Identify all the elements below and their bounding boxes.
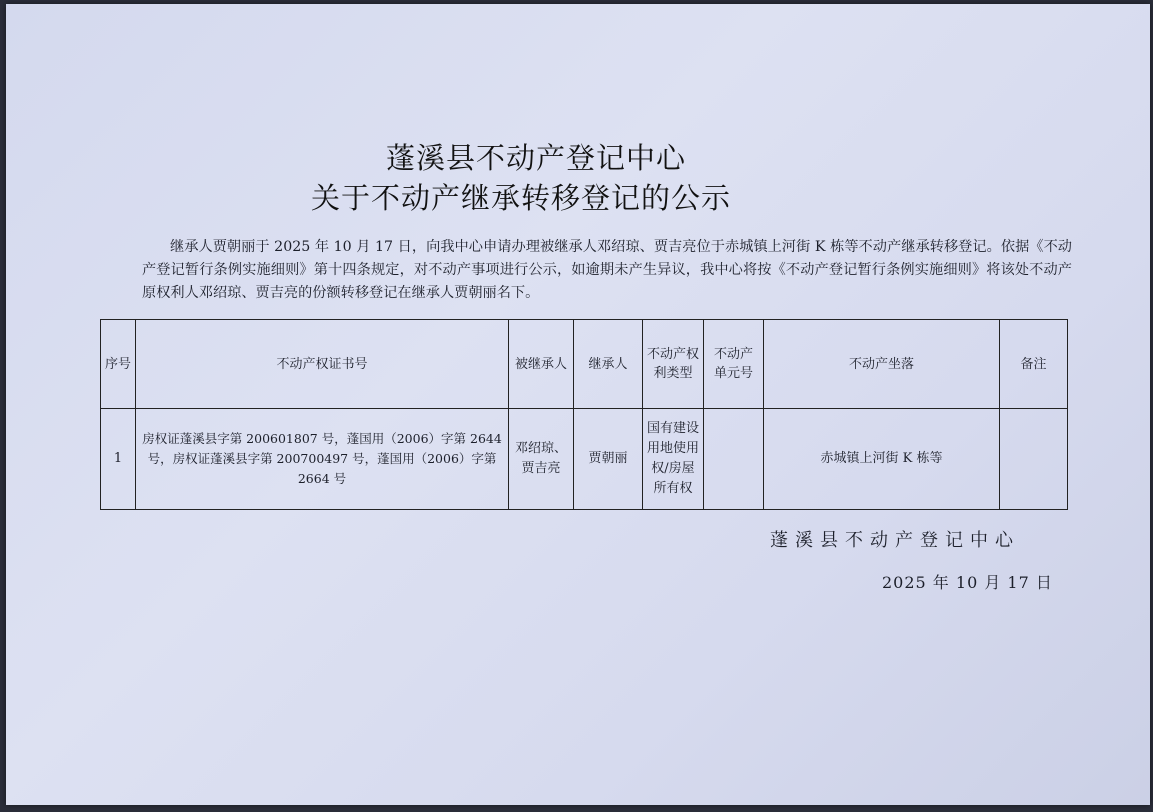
cell-cert: 房权证蓬溪县字第 200601807 号，蓬国用（2006）字第 2644 号，房权证蓬溪县字第 200700497 号，蓬国用（2006）字第 2664 号 xyxy=(136,409,509,510)
header-cert: 不动产权证书号 xyxy=(136,320,509,409)
header-decedent: 被继承人 xyxy=(509,320,574,409)
cell-note xyxy=(1000,409,1068,510)
header-index: 序号 xyxy=(101,320,136,409)
signature-org: 蓬溪县不动产登记中心 xyxy=(770,530,1020,551)
cell-index: 1 xyxy=(101,409,136,510)
notice-title-org: 蓬溪县不动产登记中心 xyxy=(385,141,686,175)
header-right-type: 不动产权利类型 xyxy=(643,320,704,409)
table-row xyxy=(101,409,1068,510)
header-note: 备注 xyxy=(1000,320,1068,409)
header-location: 不动产坐落 xyxy=(764,320,1000,409)
notice-table xyxy=(100,319,1068,510)
notice-title-subject: 关于不动产继承转移登记的公示 xyxy=(310,181,731,215)
cell-location: 赤城镇上河街 K 栋等 xyxy=(764,409,1000,510)
cell-decedent: 邓绍琼、贾吉亮 xyxy=(509,409,574,510)
notice-body: 继承人贾朝丽于 2025 年 10 月 17 日，向我中心申请办理被继承人邓绍琼、贾吉亮位于赤城镇上河街 K 栋等不动产继承转移登记。依据《不动产登记暂行条例实施细则》第十四条规定，对不动产事项进行公示，如逾期未产生异议，我中心将按《不动产登记暂行条例实施细则》将该处不动产原权利人邓绍琼、贾吉亮的份额转移登记在继承人贾朝丽名下。 xyxy=(142,239,1072,301)
table-header-row xyxy=(101,320,1068,409)
signature-date: 2025 年 10 月 17 日 xyxy=(882,573,1053,592)
cell-unit xyxy=(704,409,764,510)
cell-heir: 贾朝丽 xyxy=(574,409,643,510)
header-heir: 继承人 xyxy=(574,320,643,409)
header-unit: 不动产单元号 xyxy=(704,320,764,409)
cell-right-type: 国有建设用地使用权/房屋所有权 xyxy=(643,409,704,510)
